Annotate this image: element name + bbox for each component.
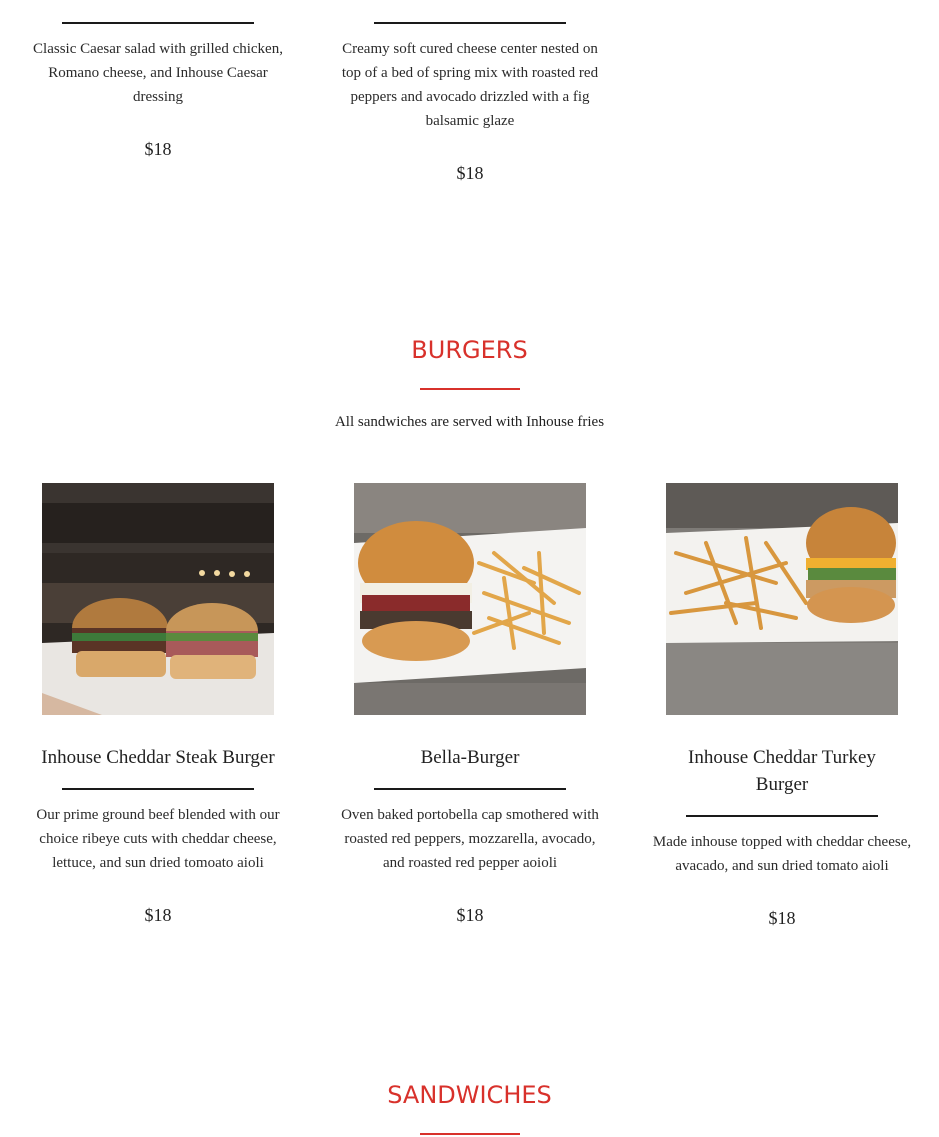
burger-1-divider (62, 788, 254, 790)
salad-2-divider (374, 22, 566, 24)
salad-1-divider (62, 22, 254, 24)
burgers-section-note: All sandwiches are served with Inhouse fries (334, 414, 605, 430)
turkey-burger-photo (666, 483, 898, 715)
burgers-section-divider (420, 388, 520, 390)
sandwiches-section-title: SANDWICHES (387, 1081, 552, 1109)
burger-3-description: Made inhouse topped with cheddar cheese, avacado, and sun dried tomato aioli (652, 834, 912, 874)
burger-3-divider (686, 815, 878, 817)
burger-2-description: Oven baked portobella cap smothered with roasted red peppers, mozzarella, avocado, and roasted red pepper aoioli (341, 807, 599, 871)
burger-3-name: Inhouse Cheddar Turkey Burger (688, 747, 876, 795)
salad-1-description: Classic Caesar salad with grilled chicken, Romano cheese, and Inhouse Caesar dressing (33, 41, 283, 105)
burgers-section-title: BURGERS (411, 336, 528, 364)
bella-burger-photo (354, 483, 586, 715)
burger-3-price: $18 (768, 908, 796, 928)
burger-1-name: Inhouse Cheddar Steak Burger (41, 747, 275, 768)
burger-2-price: $18 (456, 905, 484, 925)
sandwiches-section-divider (420, 1133, 520, 1135)
salad-1-price: $18 (144, 139, 172, 159)
burger-1-price: $18 (144, 905, 172, 925)
salad-2-price: $18 (456, 163, 484, 183)
burger-1-description: Our prime ground beef blended with our choice ribeye cuts with cheddar cheese, lettuce, and sun dried tomoato aioli (36, 807, 280, 871)
burger-2-name: Bella-Burger (420, 747, 520, 768)
steak-burger-photo (42, 483, 274, 715)
salad-2-description: Creamy soft cured cheese center nested on top of a bed of spring mix with roasted red peppers and avocado drizzled with a fig balsamic glaze (341, 41, 599, 129)
burger-2-divider (374, 788, 566, 790)
